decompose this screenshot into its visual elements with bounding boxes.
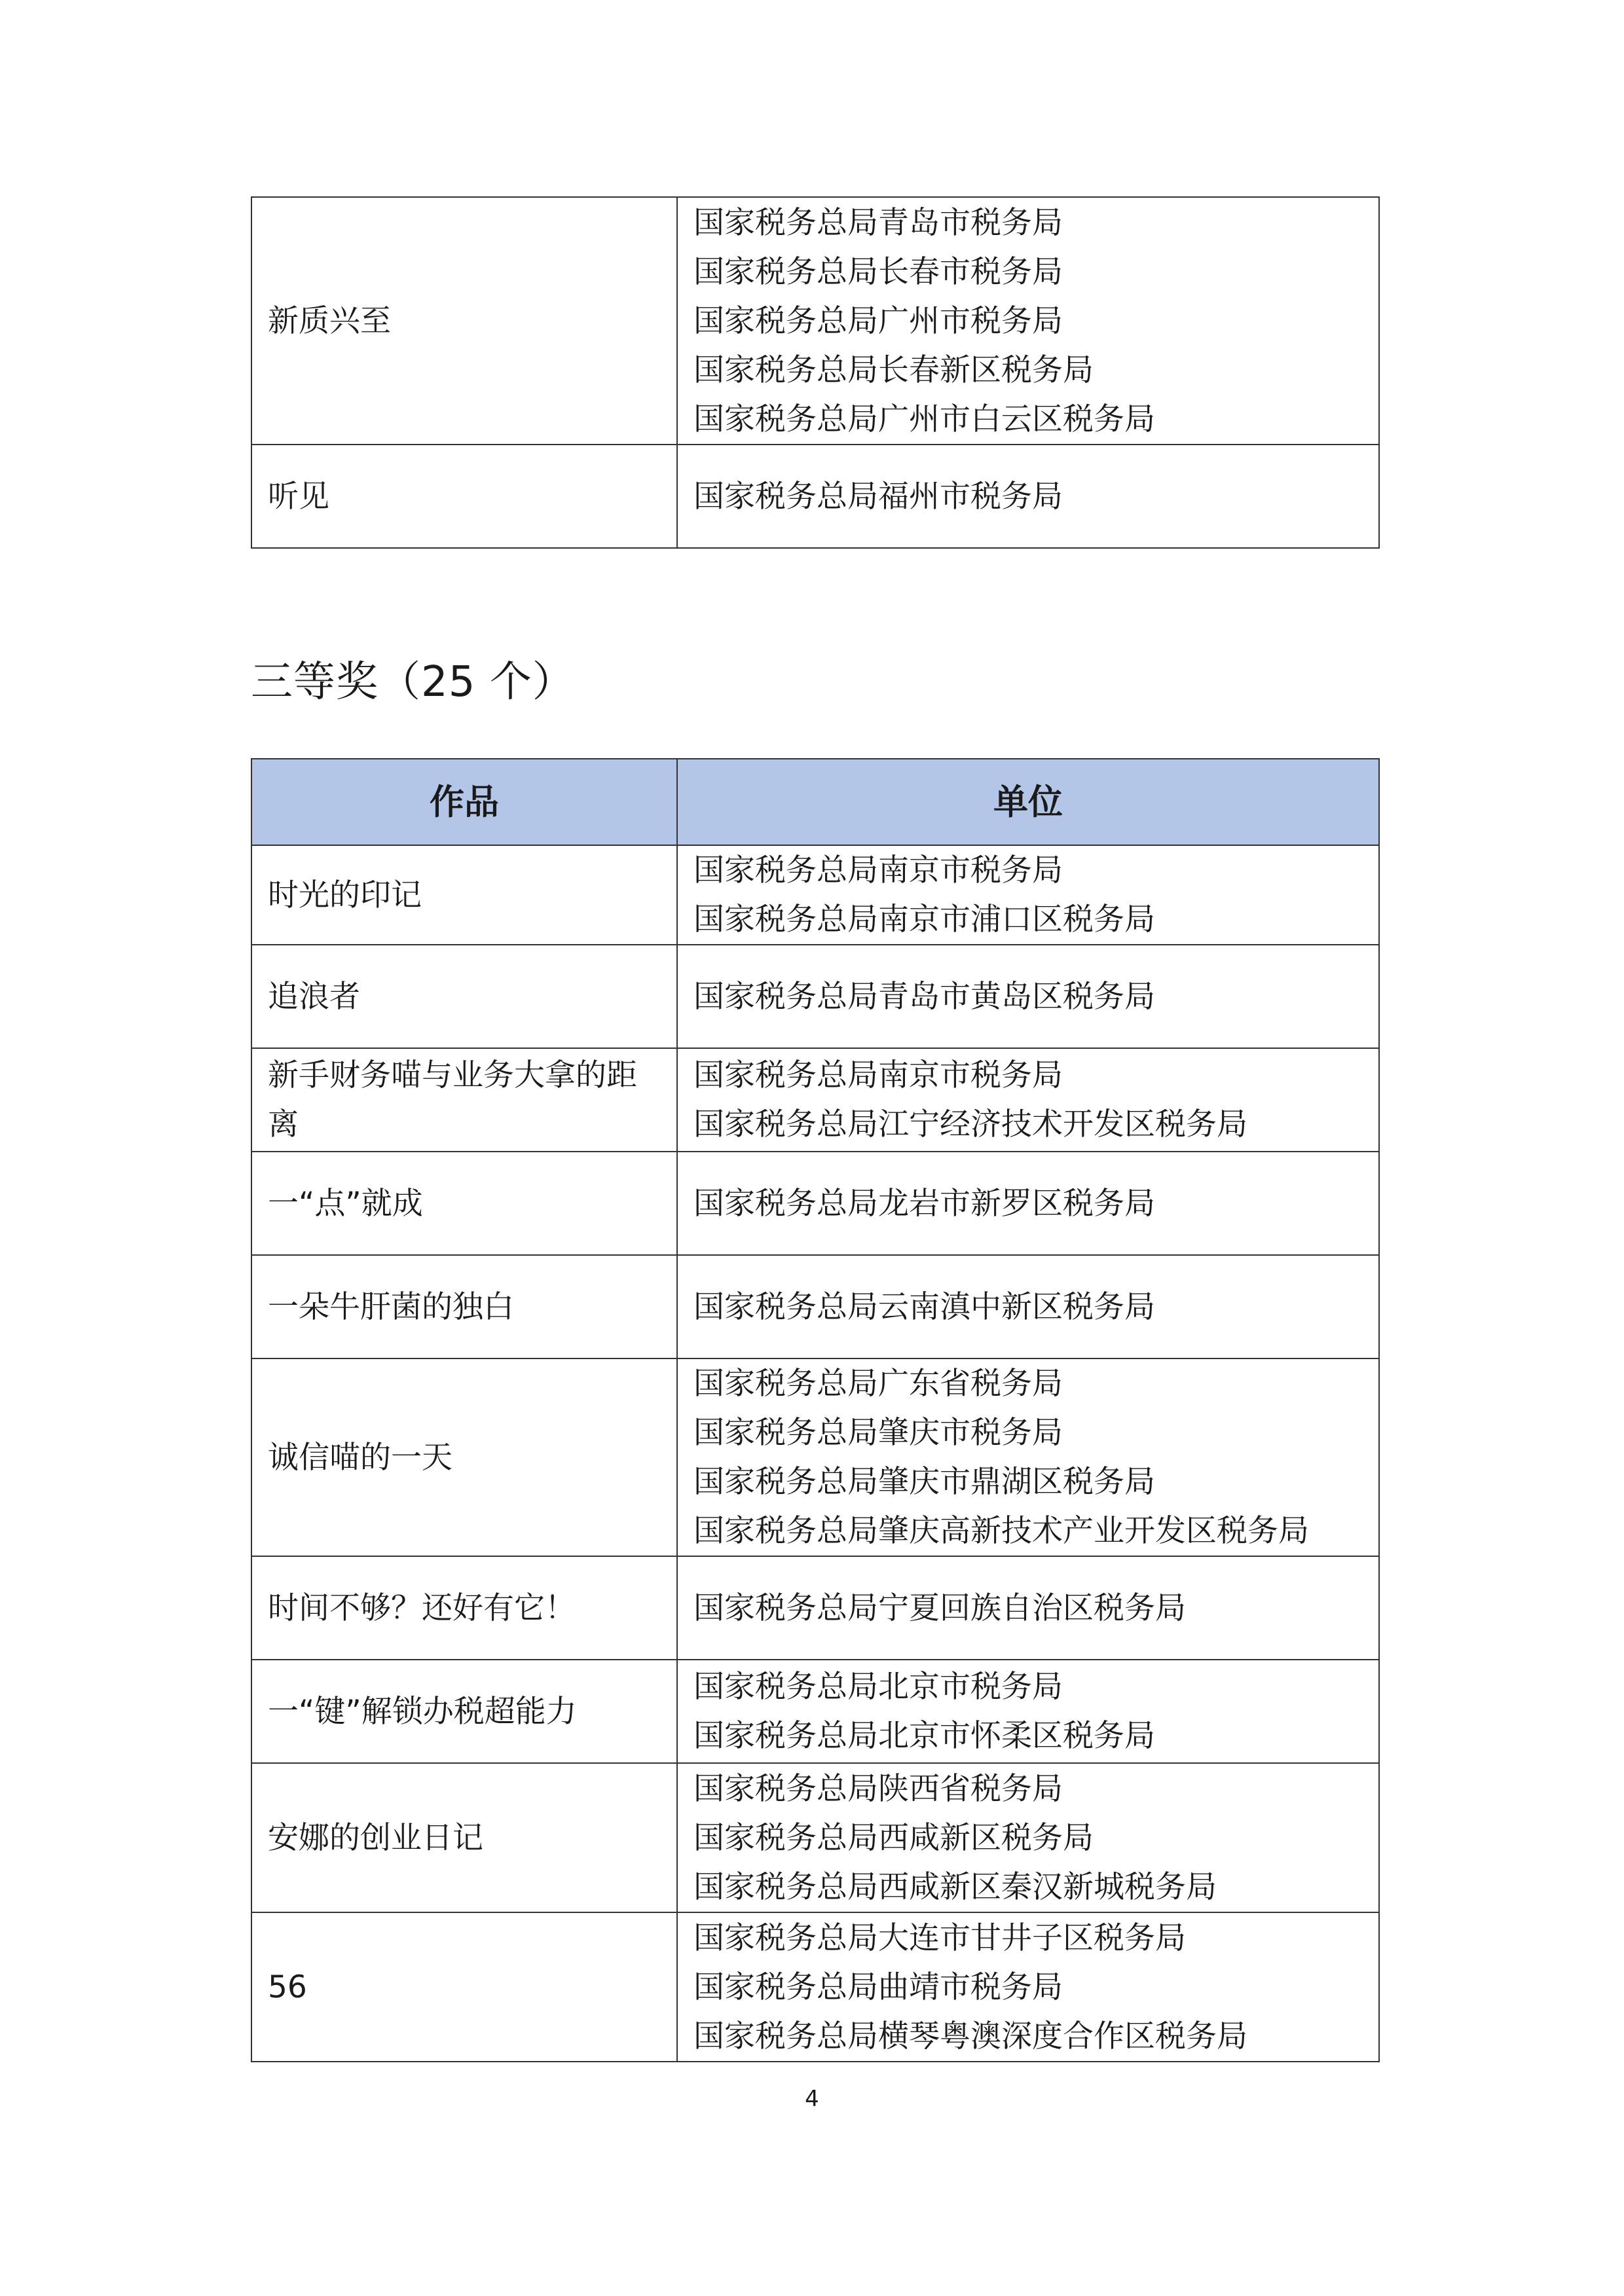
unit-name: 国家税务总局肇庆高新技术产业开发区税务局: [693, 1513, 1309, 1549]
award-table-continued: [251, 196, 1380, 549]
table-row: [251, 1358, 1379, 1556]
header-work: 作品: [251, 759, 677, 845]
unit-cell: [677, 1763, 1379, 1912]
table-row: [251, 1048, 1379, 1152]
work-title-cell: 一“键”解锁办税超能力: [251, 1660, 677, 1763]
unit-name: 国家税务总局大连市甘井子区税务局: [693, 1920, 1186, 1956]
work-title-cell: 时光的印记: [251, 845, 677, 945]
table-row: [251, 945, 1379, 1048]
work-title-cell: 听见: [251, 445, 677, 548]
unit-name: 国家税务总局龙岩市新罗区税务局: [693, 1185, 1155, 1222]
work-title-cell: 一朵牛肝菌的独白: [251, 1255, 677, 1358]
work-title-cell: 新质兴至: [251, 197, 677, 445]
table-header-row: [251, 759, 1379, 845]
work-title-cell: 56: [251, 1912, 677, 2062]
unit-name: 国家税务总局陕西省税务局: [693, 1770, 1063, 1807]
table-row: [251, 1152, 1379, 1255]
table-row: [251, 1556, 1379, 1660]
unit-name: 国家税务总局广州市税务局: [693, 302, 1063, 339]
unit-cell: [677, 197, 1379, 445]
unit-name: 国家税务总局南京市浦口区税务局: [693, 902, 1155, 938]
unit-name: 国家税务总局云南滇中新区税务局: [693, 1288, 1155, 1325]
unit-name: 国家税务总局青岛市黄岛区税务局: [693, 978, 1155, 1015]
unit-name: 国家税务总局北京市怀柔区税务局: [693, 1718, 1155, 1754]
work-title-cell: 时间不够？还好有它！: [251, 1556, 677, 1660]
unit-name: 国家税务总局肇庆市鼎湖区税务局: [693, 1464, 1155, 1500]
unit-name: 国家税务总局长春新区税务局: [693, 352, 1094, 388]
unit-cell: [677, 1358, 1379, 1556]
table-row: [251, 1763, 1379, 1912]
work-title-cell: 安娜的创业日记: [251, 1763, 677, 1912]
unit-cell: [677, 1255, 1379, 1358]
unit-cell: [677, 945, 1379, 1048]
unit-name: 国家税务总局南京市税务局: [693, 852, 1063, 888]
table-row: [251, 1660, 1379, 1763]
unit-name: 国家税务总局西咸新区税务局: [693, 1819, 1094, 1856]
unit-name: 国家税务总局南京市税务局: [693, 1057, 1063, 1093]
unit-cell: [677, 845, 1379, 945]
unit-name: 国家税务总局曲靖市税务局: [693, 1969, 1063, 2005]
page-number: 4: [805, 2086, 819, 2112]
unit-cell: [677, 445, 1379, 548]
table-row: [251, 1255, 1379, 1358]
unit-cell: [677, 1556, 1379, 1660]
work-title-cell: 追浪者: [251, 945, 677, 1048]
third-prize-heading: 三等奖（25 个）: [251, 658, 575, 706]
unit-name: 国家税务总局江宁经济技术开发区税务局: [693, 1106, 1247, 1142]
unit-name: 国家税务总局西咸新区秦汉新城税务局: [693, 1868, 1217, 1905]
unit-name: 国家税务总局福州市税务局: [693, 478, 1063, 515]
unit-name: 国家税务总局青岛市税务局: [693, 204, 1063, 241]
unit-name: 国家税务总局肇庆市税务局: [693, 1415, 1063, 1451]
work-title-cell: 一“点”就成: [251, 1152, 677, 1255]
header-unit: 单位: [677, 759, 1379, 845]
unit-name: 国家税务总局宁夏回族自治区税务局: [693, 1590, 1186, 1626]
unit-name: 国家税务总局广州市白云区税务局: [693, 401, 1155, 437]
unit-cell: [677, 1048, 1379, 1152]
unit-cell: [677, 1912, 1379, 2062]
unit-name: 国家税务总局北京市税务局: [693, 1669, 1063, 1705]
third-prize-table: [251, 758, 1380, 2062]
table-row: [251, 845, 1379, 945]
work-title-cell: 新手财务喵与业务大拿的距离: [251, 1048, 677, 1152]
unit-name: 国家税务总局广东省税务局: [693, 1366, 1063, 1402]
table-row: [251, 197, 1379, 445]
work-title-cell: 诚信喵的一天: [251, 1358, 677, 1556]
table-row: [251, 445, 1379, 548]
unit-name: 国家税务总局横琴粤澳深度合作区税务局: [693, 2018, 1247, 2054]
table-row: [251, 1912, 1379, 2062]
unit-cell: [677, 1660, 1379, 1763]
unit-name: 国家税务总局长春市税务局: [693, 253, 1063, 290]
unit-cell: [677, 1152, 1379, 1255]
